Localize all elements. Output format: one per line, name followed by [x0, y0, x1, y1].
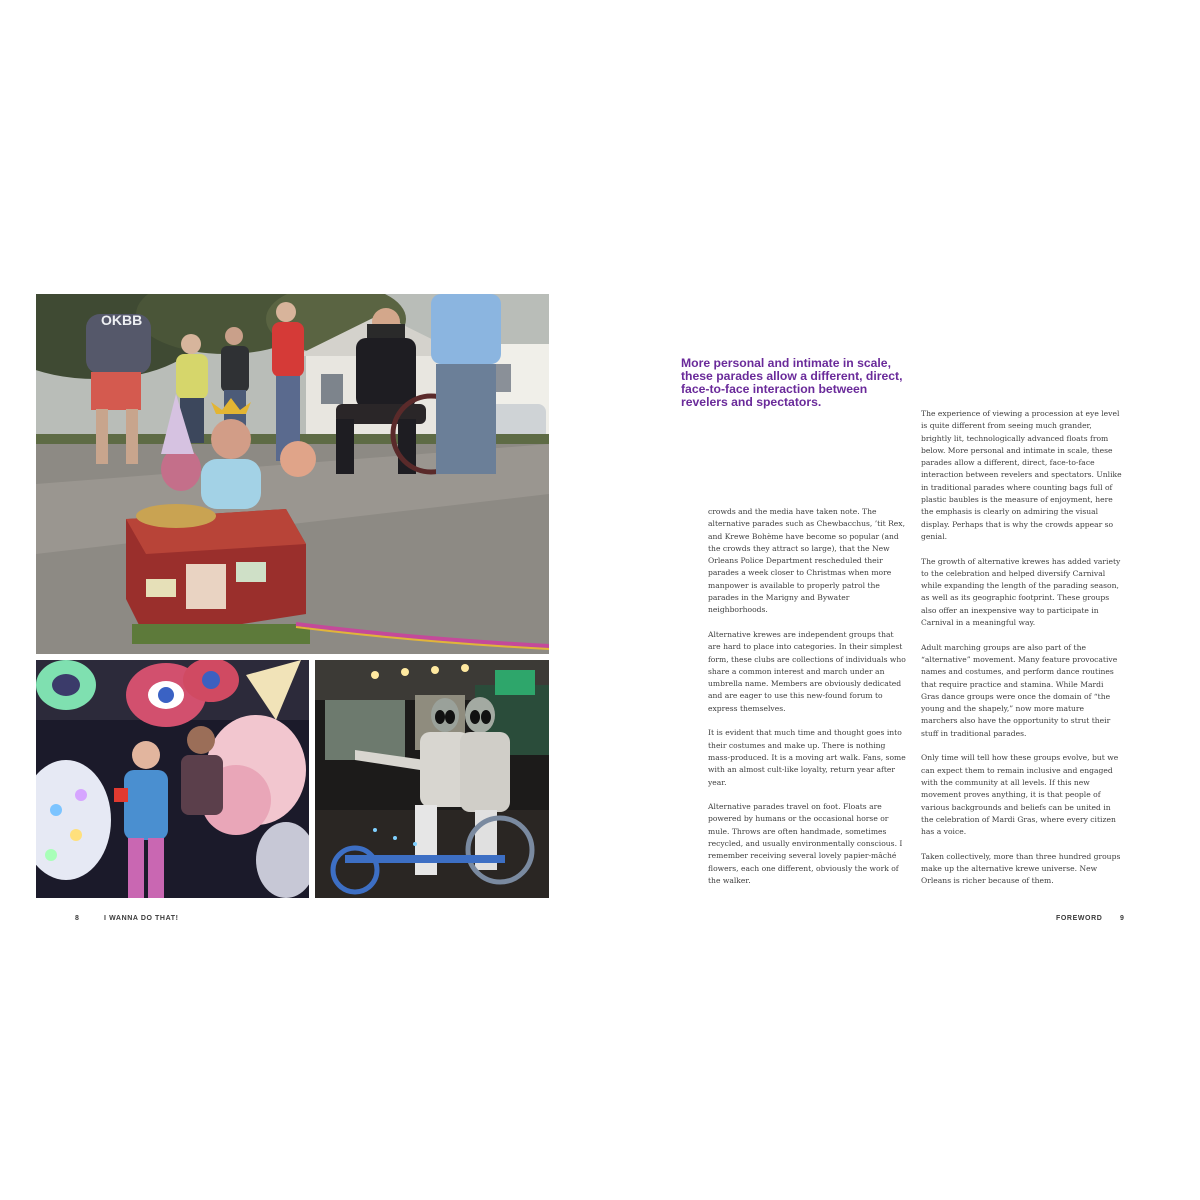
paragraph: The experience of viewing a procession at eye level is quite different from seeing much grander, brightly lit, technologically advanced floats from below. More personal and intimate in scale, these parades allow a different, direct, face-to-face interaction between revelers and spectators. Unlike in traditional parades where counting bags full of plastic baubles is the measure of enjoyment, here the emphasis is clearly on admiring the visual display. Perhaps that is why the crowds appear so genial. — [921, 409, 1122, 541]
photo-parade-float — [36, 294, 549, 654]
text-column-right — [921, 408, 1122, 900]
pull-quote: More personal and intimate in scale, these parades allow a different, direct, face-to-face interaction between revelers and spectators. — [681, 356, 903, 409]
left-running-head: I WANNA DO THAT! — [104, 915, 179, 922]
right-running-head: FOREWORD — [1056, 915, 1103, 922]
paragraph: It is evident that much time and thought goes into their costumes and make up. There is nothing mass-produced. It is a moving art walk. Fans, some with an almost cult-like loyalty, return year after year. — [708, 728, 906, 787]
paragraph: Alternative parades travel on foot. Floats are powered by humans or the occasional horse or mule. Throws are often handmade, sometimes recycled, and usually environmentally conscious. I remember receiving several lovely papier-mâché flowers, each one different, obviously the work of the walker. — [708, 802, 903, 885]
photo-alien-cyclists — [315, 660, 549, 898]
paragraph: Alternative krewes are independent groups that are hard to place into categories. In their simplest form, these clubs are collections of individuals who share a common interest and march under an umbrella name. Members are obviously dedicated and are eager to use this new-found forum to express themselves. — [708, 629, 906, 713]
text-column-left — [708, 506, 908, 900]
photo-costumed-revelers — [36, 660, 309, 898]
paragraph: crowds and the media have taken note. The alternative parades such as Chewbacchus, ’tit Rex, and Krewe Bohème have become so popular (and the crowds they attract so large), that the New Orleans Police Department rescheduled their parades a week closer to Christmas when more manpower is available to properly patrol the parades in the Marigny and Bywater neighborhoods. — [708, 507, 905, 615]
paragraph: Taken collectively, more than three hundred groups make up the alternative krewe universe. New Orleans is richer because of them. — [921, 851, 1121, 886]
right-page-number: 9 — [1120, 915, 1125, 922]
paragraph: Adult marching groups are also part of the “alternative” movement. Many feature provocative names and costumes, and perform dance routines that require practice and stamina. While Mardi Gras dance groups were once the domain of “the young and the shapely,” now more mature marchers also have the opportunity to strut their stuff in traditional parades. — [921, 642, 1118, 738]
paragraph: Only time will tell how these groups evolve, but we can expect them to remain inclusive and engaged with the community at all levels. If this new movement proves anything, it is that people of various backgrounds and beliefs can be united in the celebration of Mardi Gras, where every citizen has a voice. — [921, 753, 1119, 837]
left-page-number: 8 — [75, 915, 80, 922]
paragraph: The growth of alternative krewes has added variety to the celebration and helped diversify Carnival while expanding the length of the parading season, as well as its geographic footprint. These groups also offer an inexpensive way to participate in Carnival in a meaningful way. — [921, 556, 1121, 628]
sweatshirt-text: OKBB — [101, 312, 143, 328]
